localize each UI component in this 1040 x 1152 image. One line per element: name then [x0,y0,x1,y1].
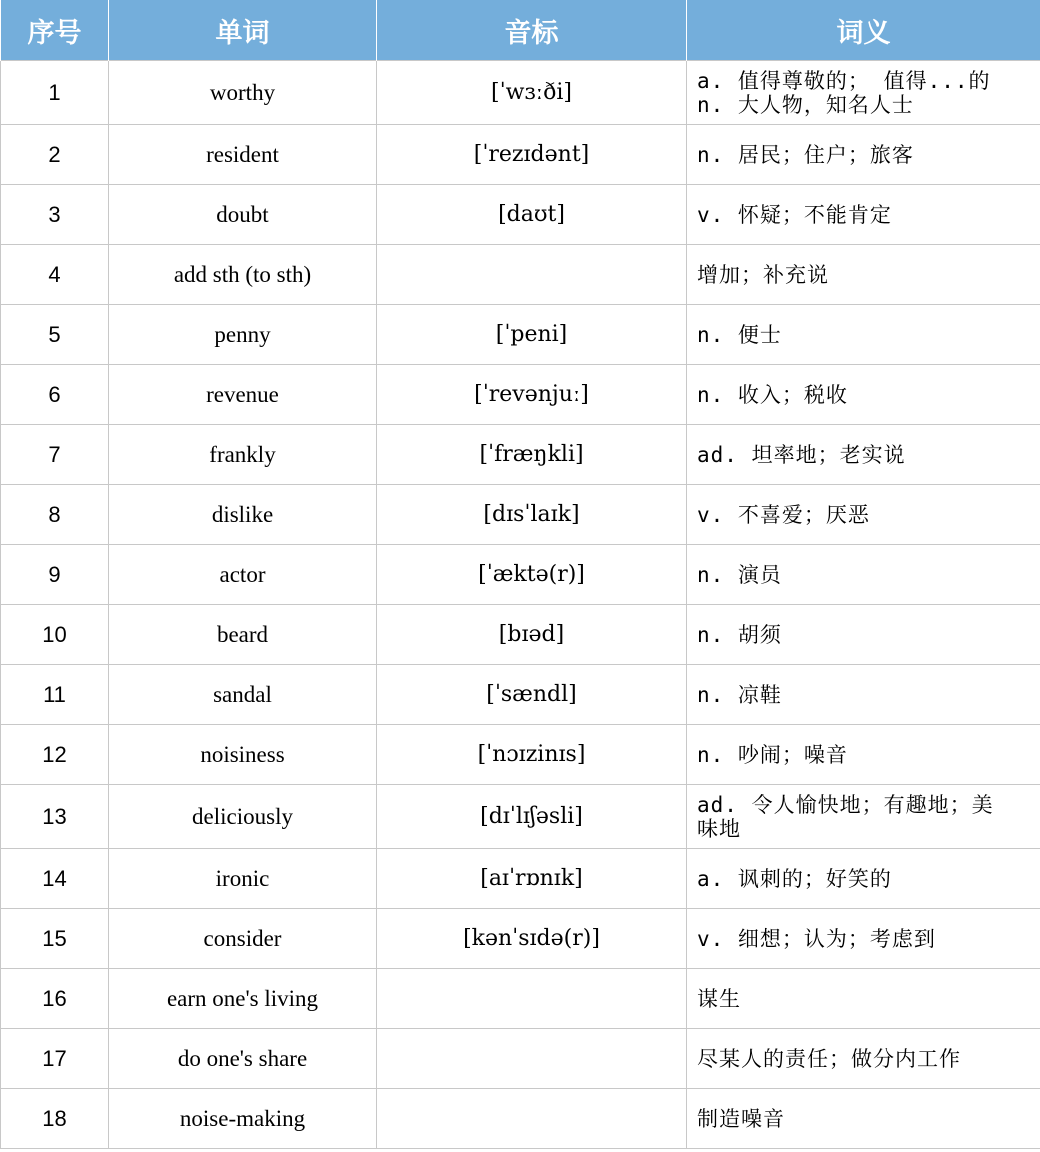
row-index: 9 [1,545,109,605]
row-index: 17 [1,1029,109,1089]
row-meaning [687,545,1040,605]
meaning-line: a. 值得尊敬的； 值得...的 [697,68,991,93]
row-word: noise-making [109,1089,377,1149]
row-index: 5 [1,305,109,365]
row-word: worthy [109,61,377,125]
row-meaning [687,1029,1040,1089]
meaning-line: n. 胡须 [697,622,782,647]
table-row [1,909,1040,969]
row-phonetic [377,1089,687,1149]
table-row [1,725,1040,785]
row-index: 13 [1,785,109,849]
meaning-line: n. 吵闹；噪音 [697,742,848,767]
row-meaning [687,785,1040,849]
row-phonetic: [ˈsændl] [377,665,687,725]
meaning-line: 尽某人的责任；做分内工作 [697,1046,961,1071]
row-index: 10 [1,605,109,665]
row-meaning [687,605,1040,665]
table-row [1,545,1040,605]
row-meaning [687,125,1040,185]
row-phonetic: [bɪəd] [377,605,687,665]
meaning-line: ad. 坦率地；老实说 [697,442,906,467]
row-phonetic: [ˈwɜːði] [377,61,687,125]
row-phonetic: [kənˈsɪdə(r)] [377,909,687,969]
row-word: dislike [109,485,377,545]
row-word: frankly [109,425,377,485]
row-word: beard [109,605,377,665]
meaning-line: 味地 [697,816,741,841]
meaning-line: n. 大人物，知名人士 [697,92,914,117]
row-word: resident [109,125,377,185]
row-word: do one's share [109,1029,377,1089]
row-word: revenue [109,365,377,425]
row-phonetic: [ˈfræŋkli] [377,425,687,485]
row-phonetic [377,1029,687,1089]
row-index: 12 [1,725,109,785]
table-row [1,305,1040,365]
meaning-line: n. 居民；住户；旅客 [697,142,914,167]
row-meaning [687,185,1040,245]
meaning-line: n. 演员 [697,562,782,587]
row-word: deliciously [109,785,377,849]
header-meaning: 词义 [687,0,1040,61]
row-meaning [687,245,1040,305]
row-phonetic: [aɪˈrɒnɪk] [377,849,687,909]
row-phonetic: [ˈrevənjuː] [377,365,687,425]
meaning-line: n. 便士 [697,322,782,347]
row-phonetic: [ˈæktə(r)] [377,545,687,605]
row-word: penny [109,305,377,365]
row-index: 16 [1,969,109,1029]
table-row [1,61,1040,125]
row-meaning [687,969,1040,1029]
row-meaning [687,365,1040,425]
row-index: 15 [1,909,109,969]
row-meaning [687,61,1040,125]
header-row [1,0,1040,61]
meaning-line: v. 怀疑；不能肯定 [697,202,892,227]
meaning-line: 增加；补充说 [697,262,829,287]
meaning-line: v. 不喜爱；厌恶 [697,502,870,527]
row-word: consider [109,909,377,969]
header-index: 序号 [1,0,109,61]
table-row [1,125,1040,185]
row-index: 18 [1,1089,109,1149]
row-phonetic [377,969,687,1029]
table-body [1,61,1040,1149]
meaning-line: n. 收入；税收 [697,382,848,407]
row-index: 8 [1,485,109,545]
meaning-line: a. 讽刺的；好笑的 [697,866,892,891]
row-index: 11 [1,665,109,725]
row-word: actor [109,545,377,605]
row-phonetic [377,245,687,305]
row-index: 14 [1,849,109,909]
row-word: earn one's living [109,969,377,1029]
row-index: 1 [1,61,109,125]
table-row [1,969,1040,1029]
row-word: add sth (to sth) [109,245,377,305]
row-meaning [687,1089,1040,1149]
table-header [1,0,1040,61]
row-meaning [687,909,1040,969]
row-index: 2 [1,125,109,185]
row-meaning [687,725,1040,785]
table-row [1,485,1040,545]
table-row [1,245,1040,305]
meaning-line: 谋生 [697,986,741,1011]
meaning-line: ad. 令人愉快地；有趣地；美 [697,792,994,817]
row-phonetic: [dɪsˈlaɪk] [377,485,687,545]
row-meaning [687,849,1040,909]
table-row [1,185,1040,245]
row-phonetic: [ˈrezɪdənt] [377,125,687,185]
row-index: 4 [1,245,109,305]
row-meaning [687,305,1040,365]
row-meaning [687,485,1040,545]
row-word: ironic [109,849,377,909]
table-row [1,665,1040,725]
meaning-line: v. 细想；认为；考虑到 [697,926,936,951]
row-phonetic: [ˈpeni] [377,305,687,365]
meaning-line: 制造噪音 [697,1106,785,1131]
row-phonetic: [ˈnɔɪzinɪs] [377,725,687,785]
row-word: noisiness [109,725,377,785]
table-row [1,1029,1040,1089]
header-word: 单词 [109,0,377,61]
table-row [1,785,1040,849]
row-phonetic: [daʊt] [377,185,687,245]
row-word: sandal [109,665,377,725]
meaning-line: n. 凉鞋 [697,682,782,707]
table-row [1,365,1040,425]
header-phonetic: 音标 [377,0,687,61]
table-row [1,605,1040,665]
table-row [1,849,1040,909]
row-word: doubt [109,185,377,245]
row-meaning [687,425,1040,485]
row-phonetic: [dɪˈlɪʃəsli] [377,785,687,849]
row-index: 7 [1,425,109,485]
table-row [1,1089,1040,1149]
table-row [1,425,1040,485]
row-index: 3 [1,185,109,245]
row-index: 6 [1,365,109,425]
row-meaning [687,665,1040,725]
